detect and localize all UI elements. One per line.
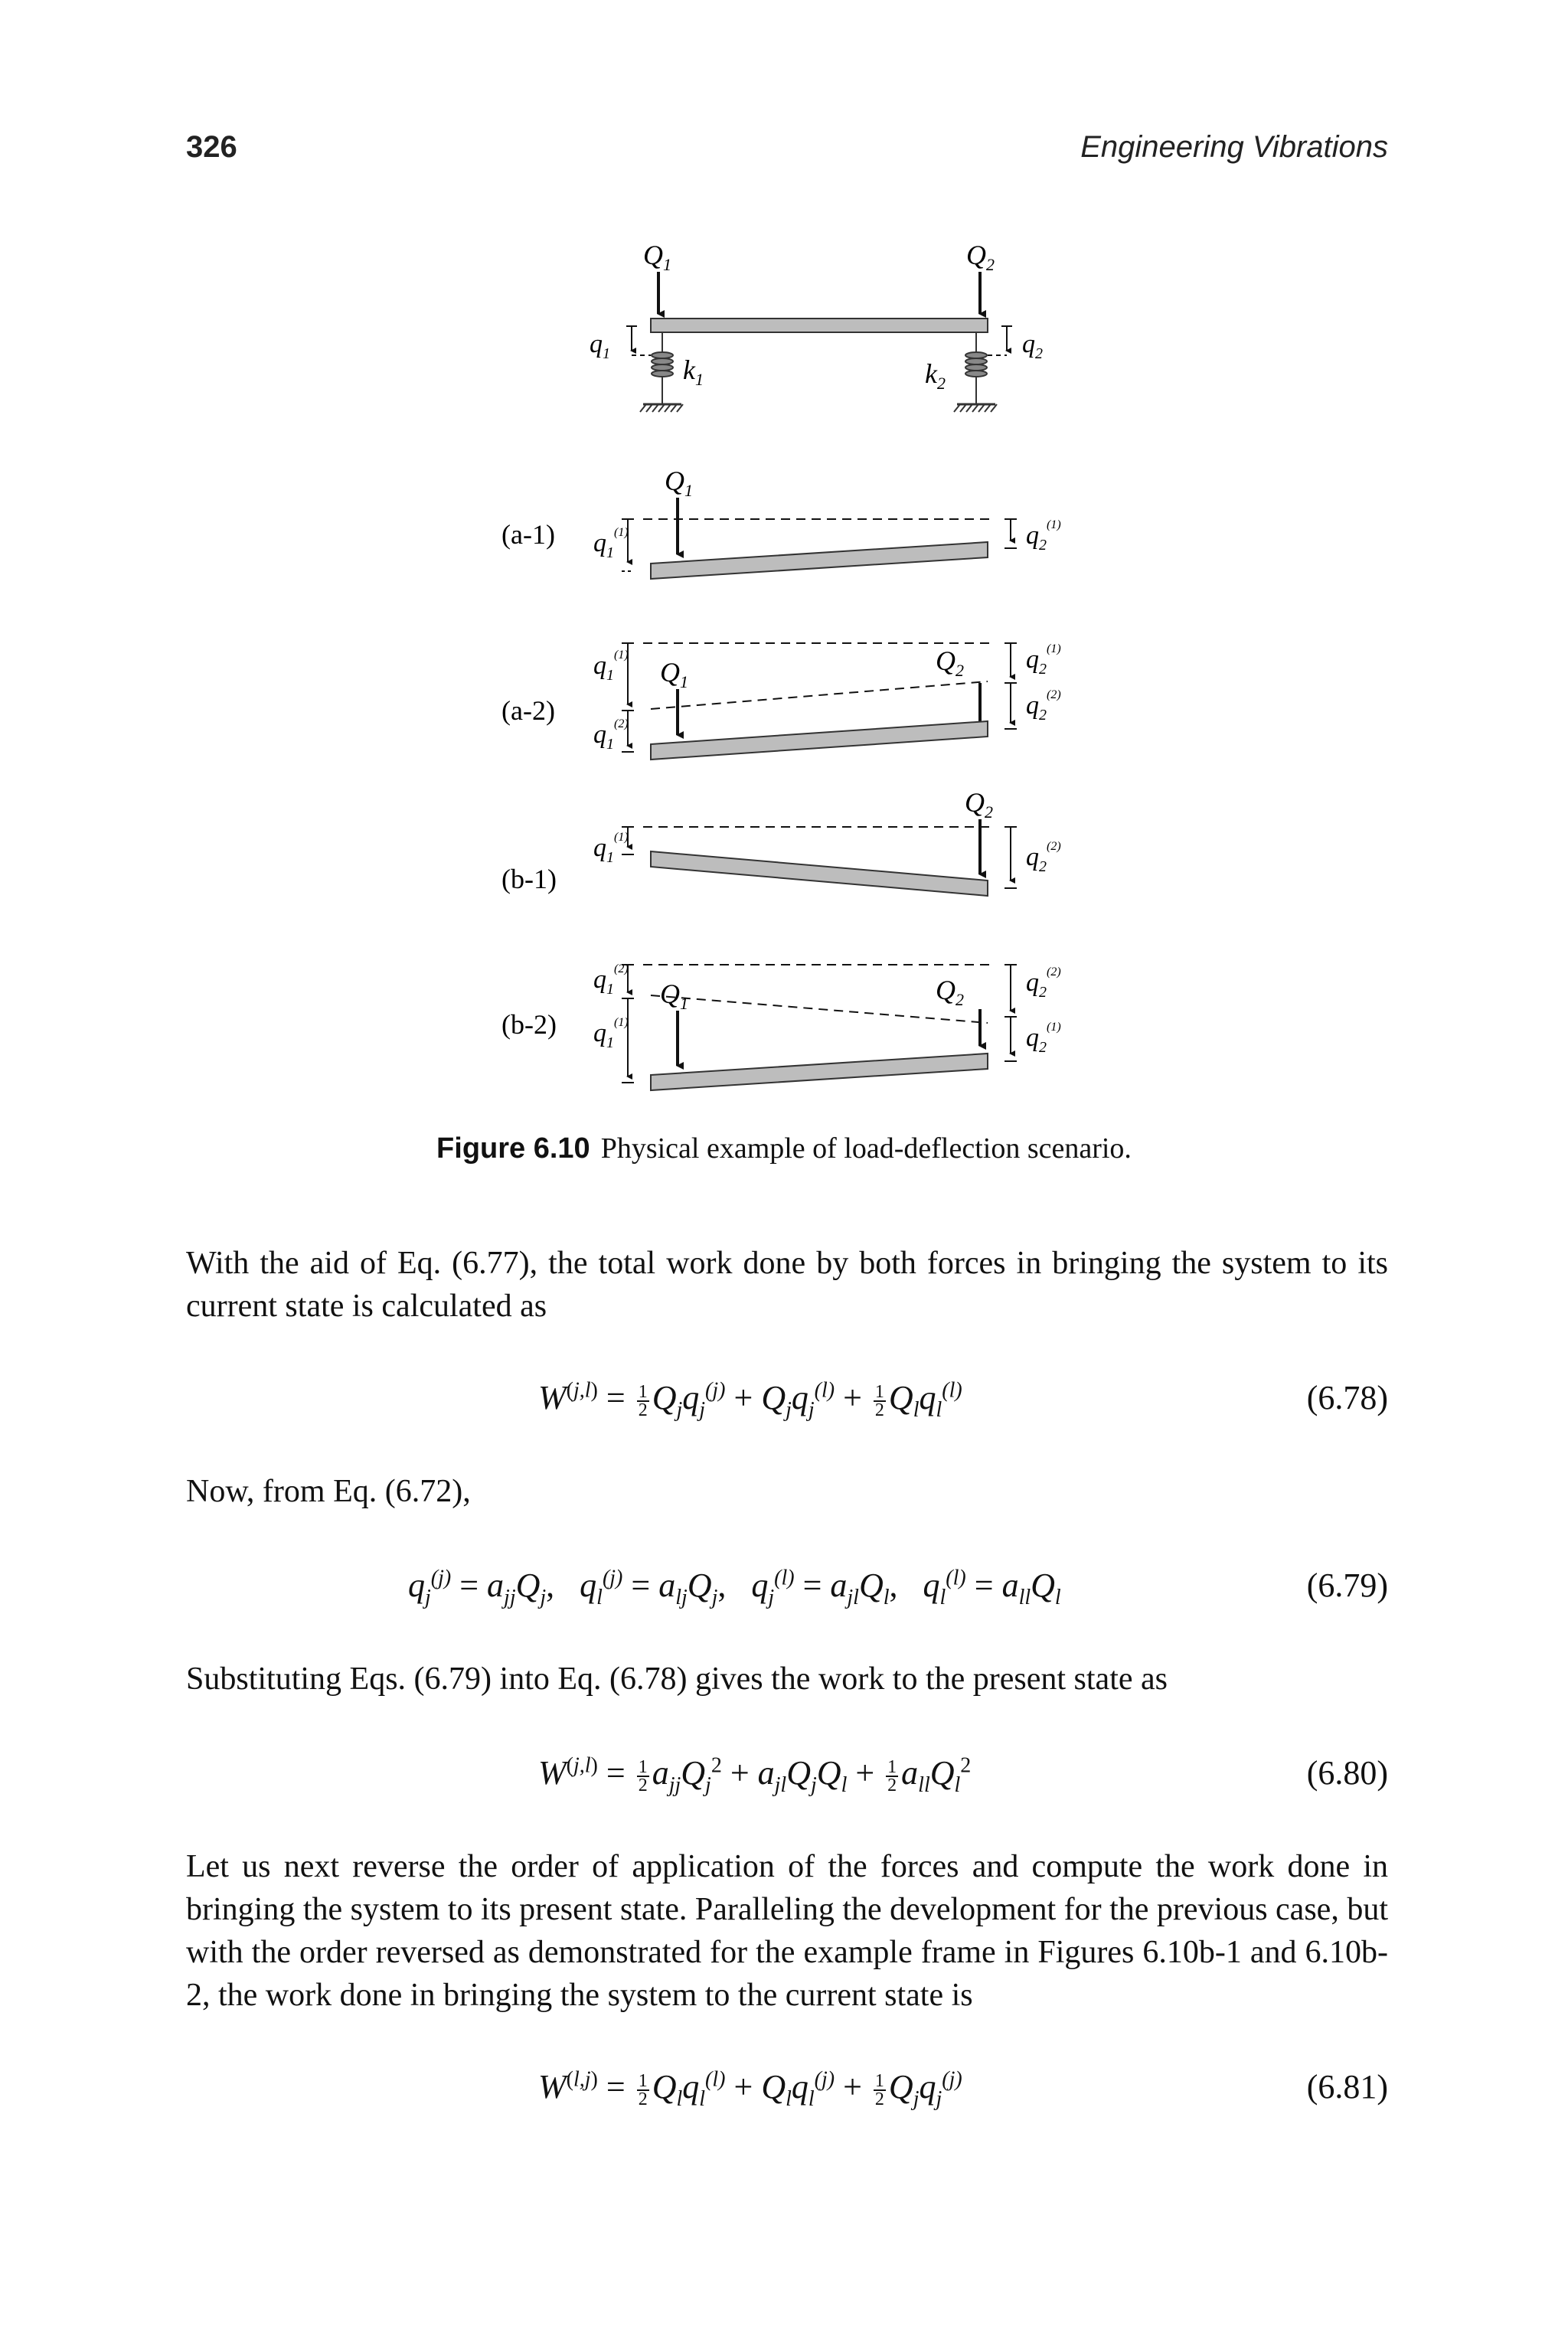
equation-number-6-78: (6.78) (1306, 1379, 1388, 1416)
paragraph-4: Let us next reverse the order of application of the forces and compute the work done in bringing the system to its present state. Paralleling the development for the previous case, but with the order reversed as demonstrated for the example frame in Figures 6.10b-1 and 6.10b-2, the work done in bringing the system to the current state is (186, 1849, 1388, 2013)
svg-text:q2(1): $q_2^{(1)}$ (1026, 1021, 1061, 1056)
beam-b1 (651, 851, 988, 896)
equation-number-6-79: (6.79) (1306, 1567, 1388, 1604)
figure-caption (0, 1132, 1568, 1165)
svg-text:Q2: $Q_2$ (936, 645, 964, 680)
spring-k2 (954, 332, 997, 412)
svg-text:Q2: $Q_2$ (965, 787, 993, 822)
equation-6-81: W$^{(l,j)}$ = $\frac{1}{2}$ $Q_lq_l^{(l)} + Q_lq_l^{(j)}$ + $\frac{1}{2}$ $Q_jq_j^{(j)}$ (6.81) (538, 2067, 1388, 2111)
caption-label: Figure 6.10 (436, 1132, 590, 1165)
paragraph-2: Now, from Eq. (6.72), (186, 1474, 471, 1509)
svg-text:q1(1): $q_1^{(1)}$ (593, 831, 629, 866)
label-k1: $k_1$ (683, 354, 704, 389)
paragraph-3: Substituting Eqs. (6.79) into Eq. (6.78) gives the work to the present state as (186, 1661, 1168, 1697)
equation-number-6-80: (6.80) (1306, 1754, 1388, 1792)
spring-k1 (640, 332, 683, 412)
svg-text:Q2: $Q_2$ (936, 975, 964, 1009)
panel-label-b1: (b-1) (501, 864, 557, 894)
svg-text:q2(2): $q_2^{(2)}$ (1026, 840, 1061, 875)
panel-a2 (501, 642, 1061, 760)
equation-6-80: W$^{(j,l)}$ = $\frac{1}{2}$ $a_{jj}Q_j^2 + a_{jl}Q_jQ_l$ + $\frac{1}{2}$ $a_{ll}Q_l^2$ (6.80) (538, 1753, 1388, 1797)
beam-a2 (651, 721, 988, 760)
svg-text:q2(2): $q_2^{(2)}$ (1026, 688, 1061, 724)
label-k2: $k_2$ (925, 358, 946, 393)
panel-label-a1: (a-1) (501, 519, 555, 550)
svg-text:q1(1): $q_1^{(1)}$ (593, 1016, 629, 1051)
panel-a1 (501, 466, 1061, 579)
beam (651, 319, 988, 332)
page-number: 326 (186, 130, 237, 164)
figure-6-10 (459, 230, 1118, 1103)
label-Q2: $Q_2$ (966, 240, 995, 274)
equation-6-78: W$^{(j,l)}$ = $\frac{1}{2}$ $Q_jq_j^{(j)} + Q_jq_j^{(l)}$ + $\frac{1}{2}$ $Q_lq_l^{(l)}$ (6.78) (538, 1378, 1388, 1422)
svg-text:q2: $q_2$ (1022, 330, 1043, 362)
book-title: Engineering Vibrations (1080, 130, 1388, 164)
figure-diagram (459, 230, 1118, 1103)
svg-text:Q1: $Q_1$ (660, 657, 688, 691)
beam-b2 (651, 1054, 988, 1090)
svg-text:q2(1): $q_2^{(1)}$ (1026, 518, 1061, 554)
panel-label-b2: (b-2) (501, 1009, 557, 1040)
svg-text:q2(2): $q_2^{(2)}$ (1026, 965, 1061, 1001)
equation-6-79: $q_j^{(j)} = a_{jj}Q_j$, $q_l^{(j)} = a_{lj}Q_j$, $q_j^{(l)} = a_{jl}Q_l$, $q_l^{(l)} = a_{ll}Q_l$ (6.79) (408, 1566, 1388, 1609)
caption-text: Physical example of load-deflection scenario. (600, 1132, 1132, 1165)
panel-label-a2: (a-2) (501, 695, 555, 726)
paragraph-1: With the aid of Eq. (6.77), the total work done by both forces in bringing the system to its current state is calculated as (186, 1246, 1388, 1324)
svg-text:q1(2): $q_1^{(2)}$ (593, 717, 629, 753)
panel-b1 (501, 787, 1061, 896)
svg-text:q1(1): $q_1^{(1)}$ (593, 649, 629, 684)
svg-text:q1(1): $q_1^{(1)}$ (593, 526, 629, 561)
label-Q1-a1: $Q_1$ (665, 466, 693, 500)
equation-number-6-81: (6.81) (1306, 2068, 1388, 2106)
marker-q1 (590, 326, 651, 362)
label-Q1: $Q_1$ (643, 240, 671, 274)
running-head (186, 130, 1388, 176)
svg-text:q1: $q_1$ (590, 330, 610, 362)
svg-text:q2(1): $q_2^{(1)}$ (1026, 642, 1061, 678)
system-undeformed (590, 240, 1043, 412)
beam-a1 (651, 542, 988, 579)
marker-q2 (988, 326, 1043, 362)
svg-text:Q1: $Q_1$ (660, 979, 688, 1013)
panel-b2 (501, 962, 1061, 1090)
svg-text:q1(2): $q_1^{(2)}$ (593, 962, 629, 998)
